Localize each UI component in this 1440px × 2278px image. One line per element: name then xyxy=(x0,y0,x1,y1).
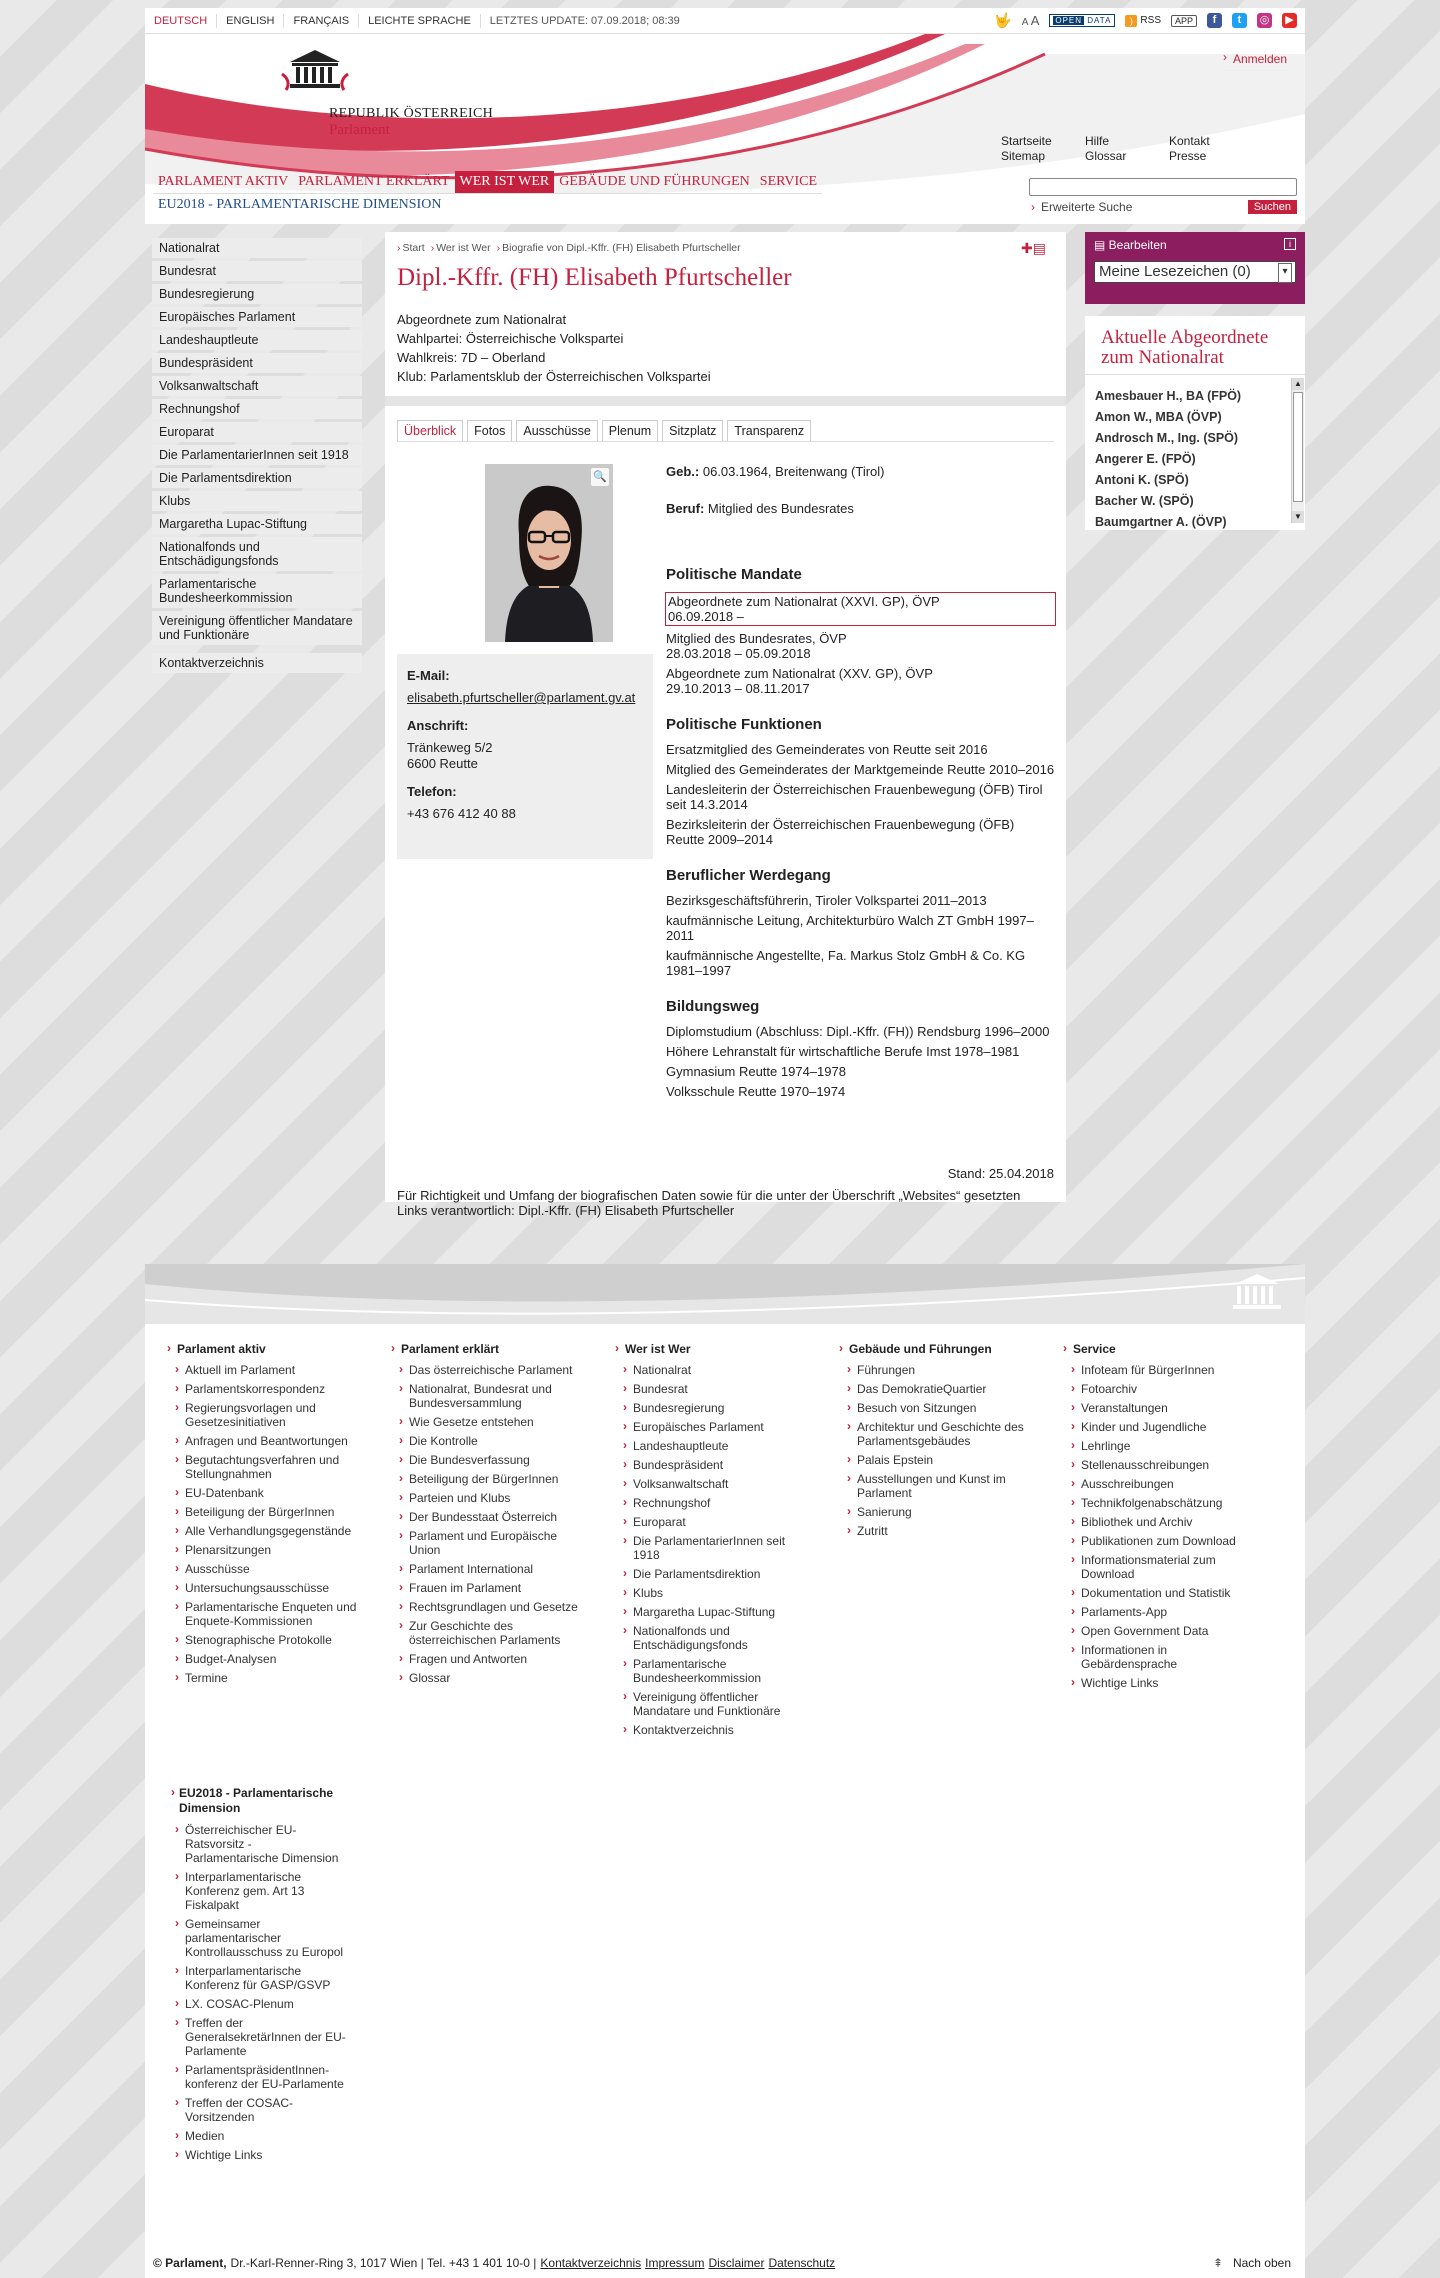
footer-link[interactable]: › Palais Epstein xyxy=(839,1453,1039,1467)
twitter-icon[interactable]: t xyxy=(1232,13,1247,28)
portrait-image xyxy=(485,464,613,642)
member-link[interactable]: Antoni K. (SPÖ) xyxy=(1095,473,1189,487)
font-small-button[interactable]: A xyxy=(1021,17,1028,28)
footer-link[interactable]: › Sanierung xyxy=(839,1505,1039,1519)
career-heading: Beruflicher Werdegang xyxy=(666,867,831,884)
member-link[interactable]: Bacher W. (SPÖ) xyxy=(1095,494,1194,508)
footer-link[interactable]: › Wichtige Links xyxy=(167,2148,347,2162)
logo-line-1: REPUBLIK ÖSTERREICH xyxy=(329,106,493,121)
function-entry: Mitglied des Gemeinderates der Marktgemeinde Reutte 2010–2016 xyxy=(666,762,1055,777)
education-heading: Bildungsweg xyxy=(666,998,760,1015)
nav-parlament-erklaert[interactable]: PARLAMENT ERKLÄRT xyxy=(293,171,454,194)
footer-link[interactable]: › Die ParlamentarierInnen seit 1918 xyxy=(615,1534,815,1562)
footer-link[interactable]: › Medien xyxy=(167,2129,347,2143)
bio-details xyxy=(666,464,1056,1104)
leftnav-item[interactable]: Nationalrat xyxy=(152,238,362,258)
leftnav-item[interactable]: Europäisches Parlament xyxy=(152,307,362,327)
tab-ueberblick[interactable]: Überblick xyxy=(397,420,463,441)
footer-link[interactable]: › Informationen in Gebärdensprache xyxy=(1063,1643,1263,1671)
footer-link[interactable]: › Dokumentation und Statistik xyxy=(1063,1586,1263,1600)
footer-link[interactable]: › Interparlamentarische Konferenz für GASP/GSVP xyxy=(167,1964,347,1992)
footer-link[interactable]: › Veranstaltungen xyxy=(1063,1401,1263,1415)
birth-info xyxy=(666,464,1056,479)
leftnav-item[interactable]: Europarat xyxy=(152,422,362,442)
footer-link-kontaktverzeichnis[interactable]: Kontaktverzeichnis xyxy=(540,2256,642,2270)
job-value: Mitglied des Bundesrates xyxy=(707,501,854,516)
responsibility-note: Für Richtigkeit und Umfang der biografischen Daten sowie für die unter der Überschrift „Websites“ gesetzten Links verantwortlich: Dipl.-Kffr. (FH) Elisabeth Pfurtscheller xyxy=(397,1188,1021,1218)
mandate-title: Mitglied des Bundesrates, ÖVP xyxy=(666,631,847,646)
leftnav-item[interactable]: Bundesrat xyxy=(152,261,362,281)
leftnav-item[interactable]: Kontaktverzeichnis xyxy=(152,653,362,673)
footer-link[interactable]: › Europäisches Parlament xyxy=(615,1420,815,1434)
lang-english[interactable]: ENGLISH xyxy=(217,14,284,28)
footer-link[interactable]: › Fotoarchiv xyxy=(1063,1382,1263,1396)
breadcrumb-wer-ist-wer[interactable]: › Wer ist Wer xyxy=(431,242,491,254)
login-link[interactable]: › Anmelden xyxy=(1221,50,1291,71)
advanced-search-link[interactable]: › Erweiterte Suche xyxy=(1029,200,1132,214)
nav-wer-ist-wer[interactable]: WER IST WER xyxy=(455,171,555,194)
open-data-prefix: OPEN xyxy=(1055,16,1083,25)
footer-link[interactable]: › Landeshauptleute xyxy=(615,1439,815,1453)
footer-link[interactable]: › Zutritt xyxy=(839,1524,1039,1538)
footer-heading[interactable]: › Gebäude und Führungen xyxy=(839,1342,1063,1356)
address-city: 6600 Reutte xyxy=(407,756,478,771)
leftnav-item[interactable]: Landeshauptleute xyxy=(152,330,362,350)
footer-link-datenschutz[interactable]: Datenschutz xyxy=(768,2256,836,2270)
lang-leichte-sprache[interactable]: LEICHTE SPRACHE xyxy=(359,14,481,28)
footer-heading[interactable]: › Wer ist Wer xyxy=(615,1342,839,1356)
footer-link[interactable]: › Frauen im Parlament xyxy=(391,1581,591,1595)
quick-link-startseite[interactable]: Startseite xyxy=(1001,134,1052,148)
nav-service[interactable]: SERVICE xyxy=(755,171,822,194)
quick-link-kontakt[interactable]: Kontakt xyxy=(1169,134,1210,148)
footer-link[interactable]: › Anfragen und Beantwortungen xyxy=(167,1434,367,1448)
footer-link[interactable]: › Treffen der COSAC-Vorsitzenden xyxy=(167,2096,347,2124)
current-members-box xyxy=(1085,316,1305,530)
lang-deutsch[interactable]: DEUTSCH xyxy=(145,14,217,28)
footer-link[interactable]: › Rechnungshof xyxy=(615,1496,815,1510)
bio-tabs xyxy=(397,406,1054,442)
mandate-entry xyxy=(665,592,1056,626)
leftnav-item[interactable]: Bundespräsident xyxy=(152,353,362,373)
footer-link[interactable]: › Glossar xyxy=(391,1671,591,1685)
left-nav xyxy=(152,238,362,676)
footer-link[interactable]: › Untersuchungsausschüsse xyxy=(167,1581,367,1595)
footer-link[interactable]: › Stellenausschreibungen xyxy=(1063,1458,1263,1472)
bookmarks-select[interactable]: Meine Lesezeichen (0) ▾ xyxy=(1094,261,1296,283)
education-entry: Diplomstudium (Abschluss: Dipl.-Kffr. (FH)) Rendsburg 1996–2000 xyxy=(666,1024,1050,1039)
footer-link[interactable]: › Architektur und Geschichte des Parlamentsgebäudes xyxy=(839,1420,1039,1448)
breadcrumb-current: › Biografie von Dipl.-Kffr. (FH) Elisabeth Pfurtscheller xyxy=(497,242,741,254)
main-nav xyxy=(153,171,822,194)
person-club: Klub: Parlamentsklub der Österreichischen Volkspartei xyxy=(397,369,711,384)
page-title: Dipl.-Kffr. (FH) Elisabeth Pfurtscheller xyxy=(397,264,792,291)
copyright-label: © Parlament, xyxy=(153,2256,227,2270)
current-members-title: Aktuelle Abgeordnete zum Nationalrat xyxy=(1085,316,1305,375)
footer-col-service xyxy=(1063,1342,1287,1742)
contact-box xyxy=(397,654,653,859)
footer-link[interactable]: › Parlamentarische Enqueten und Enquete-Kommissionen xyxy=(167,1600,367,1628)
footer-link[interactable]: › Bundespräsident xyxy=(615,1458,815,1472)
footer-link-impressum[interactable]: Impressum xyxy=(645,2256,705,2270)
footer-col-wer-ist-wer xyxy=(615,1342,839,1742)
footer-link[interactable]: › Parteien und Klubs xyxy=(391,1491,591,1505)
footer-band xyxy=(145,1264,1305,1324)
leftnav-item[interactable]: Rechnungshof xyxy=(152,399,362,419)
footer-col-eu2018 xyxy=(167,1786,377,2167)
function-entry: Bezirksleiterin der Österreichischen Frauenbewegung (ÖFB) Reutte 2009–2014 xyxy=(666,817,1015,847)
footer-link[interactable]: › Die Bundesverfassung xyxy=(391,1453,591,1467)
nav-parlament-aktiv[interactable]: PARLAMENT AKTIV xyxy=(153,171,293,194)
sub-nav-eu2018[interactable]: EU2018 - PARLAMENTARISCHE DIMENSION xyxy=(158,197,442,212)
tab-sitzplatz[interactable]: Sitzplatz xyxy=(662,420,723,441)
bookmarks-box xyxy=(1085,232,1305,304)
leftnav-item[interactable]: Margaretha Lupac-Stiftung xyxy=(152,514,362,534)
education-entry: Volksschule Reutte 1970–1974 xyxy=(666,1084,846,1099)
mandate-period: 28.03.2018 – 05.09.2018 xyxy=(666,646,811,661)
phone-label: Telefon: xyxy=(407,784,457,799)
footer-link[interactable]: › Zur Geschichte des österreichischen Parlaments xyxy=(391,1619,591,1647)
site-header xyxy=(145,34,1305,224)
footer-link[interactable]: › Infoteam für BürgerInnen xyxy=(1063,1363,1263,1377)
footer-heading[interactable]: › Service xyxy=(1063,1342,1287,1356)
rss-icon: ) xyxy=(1125,15,1137,27)
mandate-entry xyxy=(666,666,1056,696)
mandate-period: 29.10.2013 – 08.11.2017 xyxy=(666,681,810,696)
footer-link[interactable]: › Die Parlamentsdirektion xyxy=(615,1567,815,1581)
member-link[interactable]: Androsch M., Ing. (SPÖ) xyxy=(1095,431,1239,445)
footer-link[interactable]: › Treffen der GeneralsekretärInnen der EU-Parlamente xyxy=(167,2016,347,2058)
site-footer xyxy=(145,1264,1305,2278)
footer-heading[interactable]: › EU2018 - Parlamentarische Dimension xyxy=(167,1786,377,1816)
leftnav-item[interactable]: Die ParlamentarierInnen seit 1918 xyxy=(152,445,362,465)
lang-francais[interactable]: FRANÇAIS xyxy=(284,14,359,28)
footer-link[interactable]: › Parlamentskorrespondenz xyxy=(167,1382,367,1396)
footer-link[interactable]: › Das österreichische Parlament xyxy=(391,1363,591,1377)
rss-link[interactable] xyxy=(1125,15,1161,27)
leftnav-item[interactable]: Parlamentarische Bundesheerkommission xyxy=(152,574,362,608)
footer-link[interactable]: › Parlamentarische Bundesheerkommission xyxy=(615,1657,815,1685)
footer-link[interactable]: › Europarat xyxy=(615,1515,815,1529)
mandate-title: Abgeordnete zum Nationalrat (XXVI. GP), ÖVP xyxy=(668,594,940,609)
main-content xyxy=(385,232,1066,1218)
portrait-photo[interactable] xyxy=(485,464,613,642)
footer-link[interactable]: › Kontaktverzeichnis xyxy=(615,1723,815,1737)
footer-link[interactable]: › Bundesregierung xyxy=(615,1401,815,1415)
footer-link[interactable]: › Ausschüsse xyxy=(167,1562,367,1576)
mandate-title: Abgeordnete zum Nationalrat (XXV. GP), ÖVP xyxy=(666,666,933,681)
tab-plenum[interactable]: Plenum xyxy=(602,420,658,441)
footer-link[interactable]: › Nationalrat, Bundesrat und Bundesversammlung xyxy=(391,1382,591,1410)
job-info xyxy=(666,501,1056,516)
zoom-icon[interactable]: 🔍 xyxy=(591,468,609,486)
nav-gebaeude-und-fuehrungen[interactable]: GEBÄUDE UND FÜHRUNGEN xyxy=(554,171,755,194)
functions-heading: Politische Funktionen xyxy=(666,716,822,733)
footer-link[interactable]: › Publikationen zum Download xyxy=(1063,1534,1263,1548)
top-bar xyxy=(145,8,1305,34)
open-data-label: DATA xyxy=(1087,16,1112,25)
app-link[interactable]: APP xyxy=(1171,15,1197,27)
footer-link[interactable]: › Kinder und Jugendliche xyxy=(1063,1420,1263,1434)
person-district: Wahlkreis: 7D – Oberland xyxy=(397,350,546,365)
footer-link[interactable]: › Wichtige Links xyxy=(1063,1676,1263,1690)
footer-swoosh xyxy=(145,1264,1305,1324)
footer-link[interactable]: › LX. COSAC-Plenum xyxy=(167,1997,347,2011)
footer-copyright xyxy=(153,2256,835,2270)
address-label: Anschrift: xyxy=(407,718,469,733)
footer-link[interactable]: › Fragen und Antworten xyxy=(391,1652,591,1666)
info-icon[interactable]: i xyxy=(1284,238,1296,250)
leftnav-item[interactable]: Klubs xyxy=(152,491,362,511)
footer-link[interactable]: › Vereinigung öffentlicher Mandatare und Funktionäre xyxy=(615,1690,815,1718)
footer-link[interactable]: › Der Bundesstaat Österreich xyxy=(391,1510,591,1524)
footer-link[interactable]: › Wie Gesetze entstehen xyxy=(391,1415,591,1429)
scroll-up-icon[interactable]: ▲ xyxy=(1292,378,1304,390)
footer-link[interactable]: › Parlaments-App xyxy=(1063,1605,1263,1619)
footer-link[interactable]: › Gemeinsamer parlamentarischer Kontrollausschuss zu Europol xyxy=(167,1917,347,1959)
breadcrumb xyxy=(385,232,1066,254)
footer-link[interactable]: › Rechtsgrundlagen und Gesetze xyxy=(391,1600,591,1614)
search-button[interactable]: Suchen xyxy=(1248,200,1297,214)
leftnav-item[interactable]: Bundesregierung xyxy=(152,284,362,304)
tab-transparenz[interactable]: Transparenz xyxy=(727,420,811,441)
site-logo-text[interactable] xyxy=(329,106,493,139)
add-bookmark-icon[interactable]: ✚▤ xyxy=(1021,240,1046,256)
footer-link[interactable]: › Technikfolgenabschätzung xyxy=(1063,1496,1263,1510)
sign-language-icon[interactable]: 🤟 xyxy=(994,12,1012,28)
function-entry: Ersatzmitglied des Gemeinderates von Reutte seit 2016 xyxy=(666,742,988,757)
footer-link[interactable]: › Budget-Analysen xyxy=(167,1652,367,1666)
career-entry: Bezirksgeschäftsführerin, Tiroler Volkspartei 2011–2013 xyxy=(666,893,987,908)
footer-link[interactable]: › Beteiligung der BürgerInnen xyxy=(391,1472,591,1486)
mandate-period: 06.09.2018 – xyxy=(668,609,744,624)
member-link[interactable]: Amesbauer H., BA (FPÖ) xyxy=(1095,389,1242,403)
footer-link[interactable]: › Österreichischer EU-Ratsvorsitz - Parlamentarische Dimension xyxy=(167,1823,347,1865)
font-size-controls xyxy=(1022,13,1040,28)
footer-link[interactable]: › ParlamentspräsidentInnen-konferenz der EU-Parlamente xyxy=(167,2063,347,2091)
font-large-button[interactable]: A xyxy=(1030,13,1040,28)
bookmarks-edit-label: Bearbeiten xyxy=(1108,238,1167,252)
leftnav-item[interactable]: Nationalfonds und Entschädigungsfonds xyxy=(152,537,362,571)
email-link[interactable]: elisabeth.pfurtscheller@parlament.gv.at xyxy=(407,690,636,705)
current-members-list xyxy=(1085,375,1305,529)
last-update: LETZTES UPDATE: 07.09.2018; 08:39 xyxy=(489,14,680,27)
address-value xyxy=(407,740,643,772)
person-role: Abgeordnete zum Nationalrat xyxy=(397,312,567,327)
back-to-top[interactable] xyxy=(1213,2256,1291,2270)
quick-link-sitemap[interactable]: Sitemap xyxy=(1001,149,1046,163)
person-party: Wahlpartei: Österreichische Volkspartei xyxy=(397,331,624,346)
footer-link[interactable]: › Volksanwaltschaft xyxy=(615,1477,815,1491)
logo-line-2: Parlament xyxy=(329,122,390,138)
section-divider xyxy=(385,396,1066,406)
scroll-thumb[interactable] xyxy=(1293,392,1303,502)
footer-link[interactable]: › Beteiligung der BürgerInnen xyxy=(167,1505,367,1519)
footer-columns xyxy=(167,1342,1287,1742)
data-as-of: Stand: 25.04.2018 xyxy=(947,1166,1054,1181)
scroll-down-icon[interactable]: ▼ xyxy=(1292,511,1304,523)
footer-link[interactable]: › Klubs xyxy=(615,1586,815,1600)
footer-link[interactable]: › Plenarsitzungen xyxy=(167,1543,367,1557)
person-summary xyxy=(385,292,1066,396)
quick-links xyxy=(1001,134,1253,164)
leftnav-item[interactable]: Vereinigung öffentlicher Mandatare und Funktionäre xyxy=(152,611,362,645)
footer-link[interactable]: › Termine xyxy=(167,1671,367,1685)
member-link[interactable]: Angerer E. (FPÖ) xyxy=(1095,452,1196,466)
open-data-badge[interactable] xyxy=(1049,14,1115,27)
breadcrumb-start[interactable]: › Start xyxy=(397,242,425,254)
function-entry: Landesleiterin der Österreichischen Frauenbewegung (ÖFB) Tirol seit 14.3.2014 xyxy=(666,782,1043,812)
footer-link[interactable]: › Besuch von Sitzungen xyxy=(839,1401,1039,1415)
instagram-icon[interactable]: ◎ xyxy=(1257,13,1272,28)
footer-link[interactable]: › Margaretha Lupac-Stiftung xyxy=(615,1605,815,1619)
footer-heading[interactable]: › Parlament erklärt xyxy=(391,1342,615,1356)
search-area xyxy=(1029,178,1297,214)
quick-link-hilfe[interactable]: Hilfe xyxy=(1085,134,1110,148)
birth-label: Geb.: xyxy=(666,464,700,479)
footer-link[interactable]: › Die Kontrolle xyxy=(391,1434,591,1448)
rss-label: RSS xyxy=(1140,15,1161,26)
member-link[interactable]: Baumgartner A. (ÖVP) xyxy=(1095,515,1227,529)
footer-link[interactable]: › Regierungsvorlagen und Gesetzesinitiativen xyxy=(167,1401,367,1429)
members-scrollbar[interactable] xyxy=(1291,378,1304,523)
footer-link[interactable]: › EU-Datenbank xyxy=(167,1486,367,1500)
footer-link[interactable]: › Stenographische Protokolle xyxy=(167,1633,367,1647)
phone-value: +43 676 412 40 88 xyxy=(407,806,516,821)
footer-link[interactable]: › Das DemokratieQuartier xyxy=(839,1382,1039,1396)
job-label: Beruf: xyxy=(666,501,705,516)
footer-address: Dr.-Karl-Renner-Ring 3, 1017 Wien | Tel. +43 1 401 10-0 | xyxy=(230,2256,537,2270)
footer-link-disclaimer[interactable]: Disclaimer xyxy=(708,2256,765,2270)
bio-section xyxy=(385,442,1066,1218)
quick-link-presse[interactable]: Presse xyxy=(1169,149,1207,163)
back-to-top-label: Nach oben xyxy=(1232,2256,1291,2270)
footer-link[interactable]: › Open Government Data xyxy=(1063,1624,1263,1638)
footer-heading[interactable]: › Parlament aktiv xyxy=(167,1342,391,1356)
footer-link[interactable]: › Nationalrat xyxy=(615,1363,815,1377)
career-entry: kaufmännische Angestellte, Fa. Markus Stolz GmbH & Co. KG 1981–1997 xyxy=(666,948,1026,978)
education-entry: Gymnasium Reutte 1974–1978 xyxy=(666,1064,846,1079)
footer-col-gebaeude xyxy=(839,1342,1063,1742)
footer-link[interactable]: › Parlament und Europäische Union xyxy=(391,1529,591,1557)
footer-link[interactable]: › Ausschreibungen xyxy=(1063,1477,1263,1491)
footer-link[interactable]: › Führungen xyxy=(839,1363,1039,1377)
member-link[interactable]: Amon W., MBA (ÖVP) xyxy=(1095,410,1222,424)
toolbar xyxy=(994,12,1305,29)
tab-fotos[interactable]: Fotos xyxy=(467,420,512,441)
mandate-entry xyxy=(666,631,1056,661)
bookmarks-edit[interactable]: ▤ Bearbeiten xyxy=(1094,238,1167,252)
footer-col-parlament-erklaert xyxy=(391,1342,615,1742)
address-street: Tränkeweg 5/2 xyxy=(407,740,493,755)
footer-link[interactable]: › Lehrlinge xyxy=(1063,1439,1263,1453)
youtube-icon[interactable]: ▶ xyxy=(1282,13,1297,28)
footer-link[interactable]: › Begutachtungsverfahren und Stellungnahmen xyxy=(167,1453,367,1481)
birth-value: 06.03.1964, Breitenwang (Tirol) xyxy=(702,464,885,479)
footer-link[interactable]: › Informationsmaterial zum Download xyxy=(1063,1553,1263,1581)
footer-link[interactable]: › Nationalfonds und Entschädigungsfonds xyxy=(615,1624,815,1652)
leftnav-item[interactable]: Volksanwaltschaft xyxy=(152,376,362,396)
footer-col-parlament-aktiv xyxy=(167,1342,391,1742)
footer-link[interactable]: › Aktuell im Parlament xyxy=(167,1363,367,1377)
mandates-heading: Politische Mandate xyxy=(666,566,802,583)
footer-link[interactable]: › Alle Verhandlungsgegenstände xyxy=(167,1524,367,1538)
footer-link[interactable]: › Bundesrat xyxy=(615,1382,815,1396)
footer-link[interactable]: › Bibliothek und Archiv xyxy=(1063,1515,1263,1529)
facebook-icon[interactable]: f xyxy=(1207,13,1222,28)
arrow-up-icon: ⇞ xyxy=(1212,2256,1223,2270)
tab-ausschuesse[interactable]: Ausschüsse xyxy=(516,420,597,441)
parliament-logo-icon[interactable] xyxy=(280,44,350,92)
footer-link[interactable]: › Parlament International xyxy=(391,1562,591,1576)
email-label: E-Mail: xyxy=(407,668,450,683)
career-entry: kaufmännische Leitung, Architekturbüro Walch ZT GmbH 1997–2011 xyxy=(666,913,1034,943)
footer-link[interactable]: › Interparlamentarische Konferenz gem. Art 13 Fiskalpakt xyxy=(167,1870,347,1912)
footer-link[interactable]: › Ausstellungen und Kunst im Parlament xyxy=(839,1472,1039,1500)
search-input[interactable] xyxy=(1029,178,1297,196)
education-entry: Höhere Lehranstalt für wirtschaftliche Berufe Imst 1978–1981 xyxy=(666,1044,1020,1059)
quick-link-glossar[interactable]: Glossar xyxy=(1085,149,1127,163)
leftnav-item[interactable]: Die Parlamentsdirektion xyxy=(152,468,362,488)
